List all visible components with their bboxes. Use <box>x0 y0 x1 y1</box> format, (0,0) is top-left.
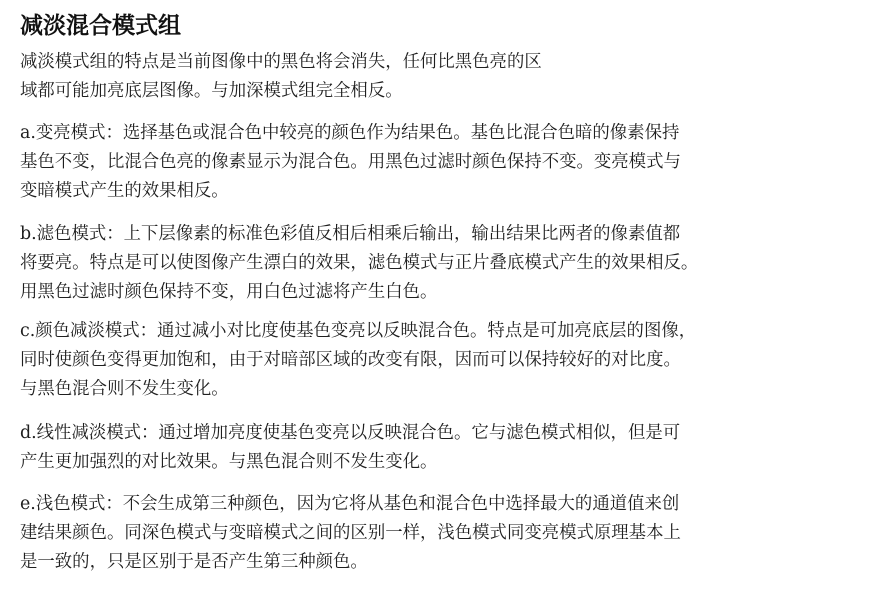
paragraph-line: 建结果颜色。同深色模式与变暗模式之间的区别一样，浅色模式同变亮模式原理基本上 <box>20 523 681 543</box>
paragraph-line: 将要亮。特点是可以使图像产生漂白的效果，滤色模式与正片叠底模式产生的效果相反。 <box>20 253 699 273</box>
paragraph-line: 产生更加强烈的对比效果。与黑色混合则不发生变化。 <box>20 452 438 472</box>
paragraph-line: e.浅色模式：不会生成第三种颜色，因为它将从基色和混合色中选择最大的通道值来创 <box>20 494 680 514</box>
paragraph-line: d.线性减淡模式：通过增加亮度使基色变亮以反映混合色。它与滤色模式相似，但是可 <box>20 423 681 443</box>
paragraph-line: a.变亮模式：选择基色或混合色中较亮的颜色作为结果色。基色比混合色暗的像素保持 <box>20 123 680 143</box>
paragraph-line: 减淡模式组的特点是当前图像中的黑色将会消失，任何比黑色亮的区 <box>20 52 542 72</box>
paragraph-screen <box>20 220 698 307</box>
paragraph-intro <box>20 48 542 106</box>
paragraph-line: c.颜色减淡模式：通过减小对比度使基色变亮以反映混合色。特点是可加亮底层的图像， <box>20 321 697 341</box>
paragraph-line: 用黑色过滤时颜色保持不变，用白色过滤将产生白色。 <box>20 282 438 302</box>
paragraph-line: 变暗模式产生的效果相反。 <box>20 181 229 201</box>
paragraph-line: 与黑色混合则不发生变化。 <box>20 379 229 399</box>
paragraph-linear-dodge <box>20 419 680 477</box>
paragraph-color-dodge <box>20 317 696 404</box>
paragraph-lighter-color <box>20 490 681 577</box>
paragraph-line: 同时使颜色变得更加饱和，由于对暗部区域的改变有限，因而可以保持较好的对比度。 <box>20 350 681 370</box>
paragraph-line: 域都可能加亮底层图像。与加深模式组完全相反。 <box>20 81 403 101</box>
page-title: 减淡混合模式组 <box>20 13 181 39</box>
paragraph-line: 基色不变，比混合色亮的像素显示为混合色。用黑色过滤时颜色保持不变。变亮模式与 <box>20 152 681 172</box>
paragraph-line: 是一致的，只是区别于是否产生第三种颜色。 <box>20 552 368 572</box>
paragraph-lighten <box>20 119 681 206</box>
paragraph-line: b.滤色模式：上下层像素的标准色彩值反相后相乘后输出，输出结果比两者的像素值都 <box>20 224 681 244</box>
